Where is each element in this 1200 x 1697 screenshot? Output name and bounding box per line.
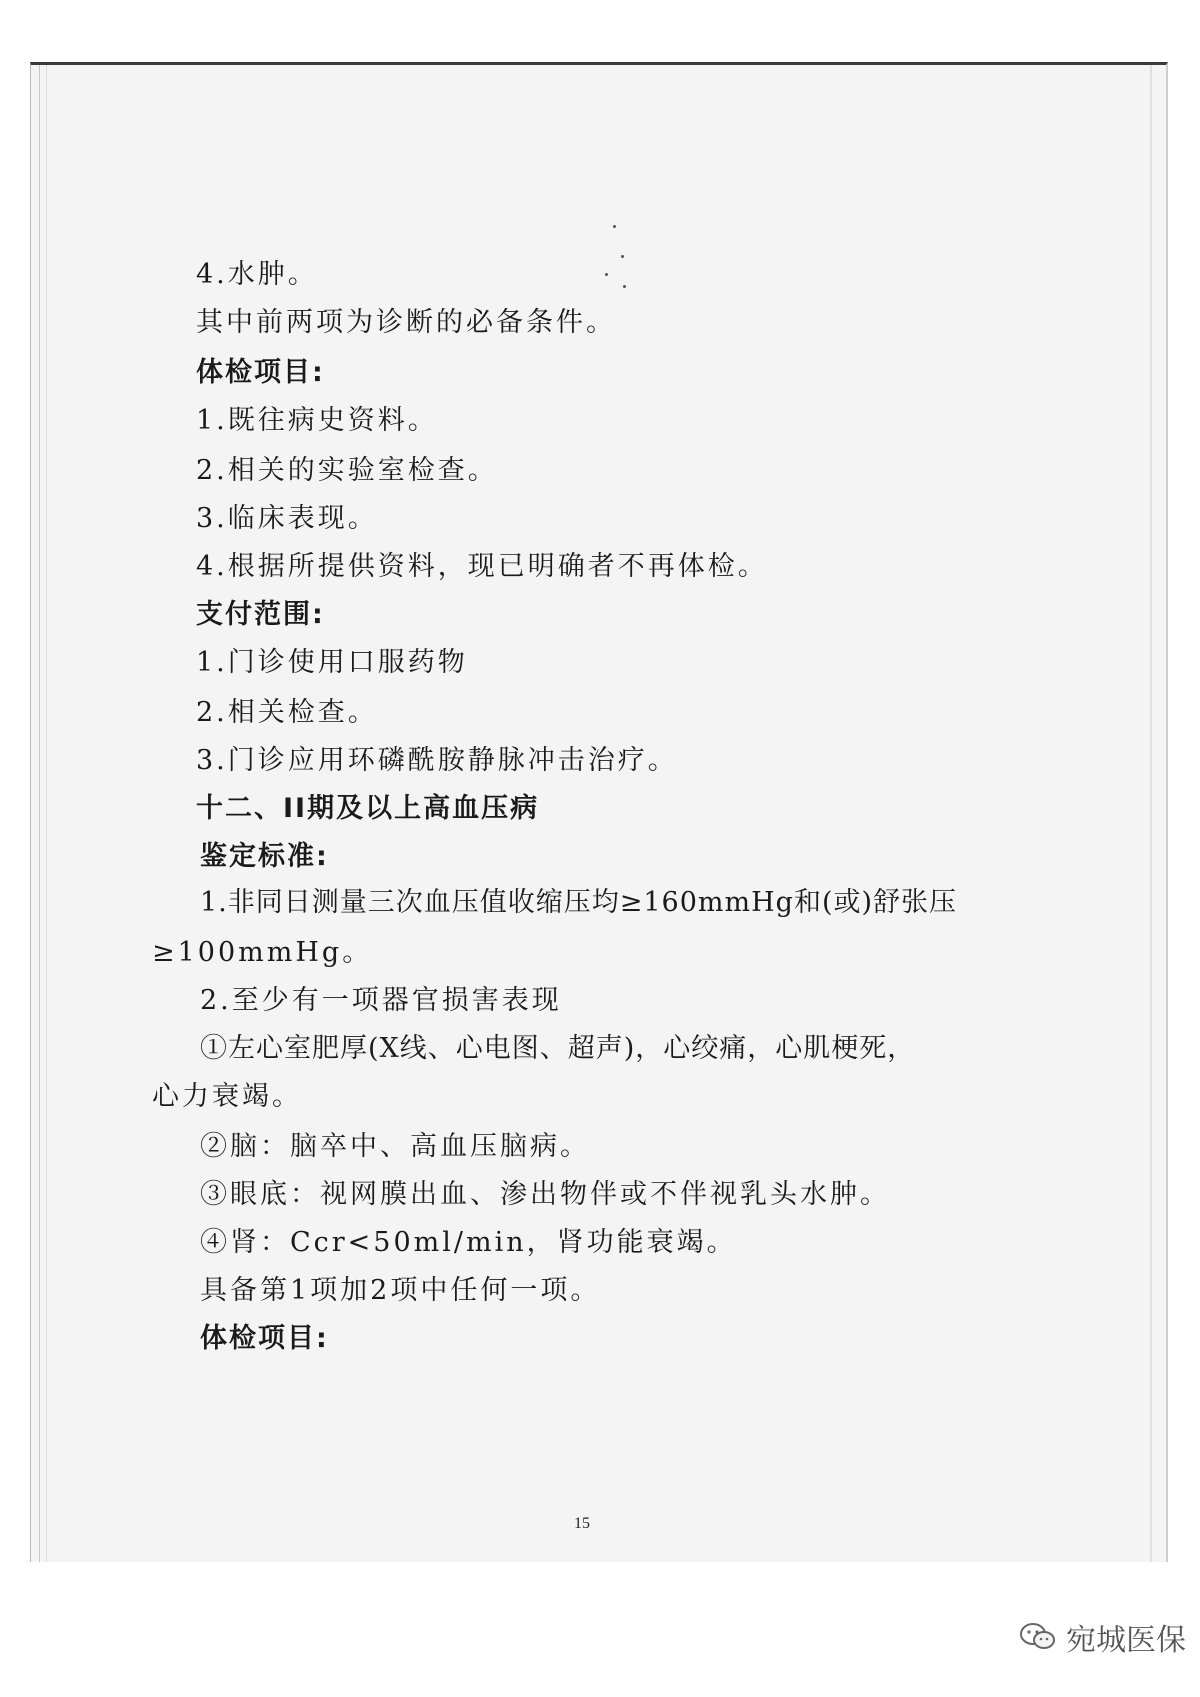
text-line: ③眼底：视网膜出血、渗出物伴或不伴视乳头水肿。	[200, 1179, 890, 1210]
text-line: 1.门诊使用口服药物	[196, 647, 468, 678]
text-line: 3.门诊应用环磷酰胺静脉冲击治疗。	[196, 745, 678, 776]
text-line: 1.非同日测量三次血压值收缩压均≥160mmHg和(或)舒张压	[200, 887, 958, 918]
text-line: 4.水肿。	[196, 259, 318, 290]
text-line: ≥100mmHg。	[152, 937, 373, 968]
text-line: 1.既往病史资料。	[196, 405, 438, 436]
speck	[621, 255, 624, 258]
text-line: 4.根据所提供资料，现已明确者不再体检。	[196, 551, 768, 582]
page-number: 15	[574, 1515, 590, 1532]
watermark-text: 宛城医保	[1066, 1623, 1186, 1658]
section-heading: 鉴定标准:	[200, 841, 329, 872]
text-line: ①左心室肥厚(X线、心电图、超声)，心绞痛，心肌梗死，	[200, 1033, 916, 1064]
text-line: 具备第1项加2项中任何一项。	[200, 1275, 601, 1306]
text-line: 2.相关的实验室检查。	[196, 455, 498, 486]
section-heading: 支付范围:	[196, 599, 325, 630]
wechat-icon	[1018, 1621, 1058, 1653]
speck	[613, 225, 616, 228]
speck	[605, 273, 608, 276]
text-line: 心力衰竭。	[152, 1081, 302, 1112]
scan-specks	[591, 215, 631, 305]
text-line: ④肾：Ccr<50ml/min，肾功能衰竭。	[200, 1227, 737, 1258]
speck	[623, 285, 626, 288]
text-line: 3.临床表现。	[196, 503, 378, 534]
section-heading: 体检项目:	[196, 357, 325, 388]
disease-heading: 十二、II期及以上高血压病	[196, 793, 540, 824]
text-line: 其中前两项为诊断的必备条件。	[196, 307, 616, 338]
text-line: ②脑：脑卒中、高血压脑病。	[200, 1131, 590, 1162]
section-heading: 体检项目:	[200, 1323, 329, 1354]
text-line: 2.相关检查。	[196, 697, 378, 728]
fold-shadow	[1150, 65, 1152, 1562]
watermark	[1018, 1615, 1186, 1659]
binding-edge	[39, 65, 47, 1562]
text-line: 2.至少有一项器官损害表现	[200, 985, 562, 1016]
